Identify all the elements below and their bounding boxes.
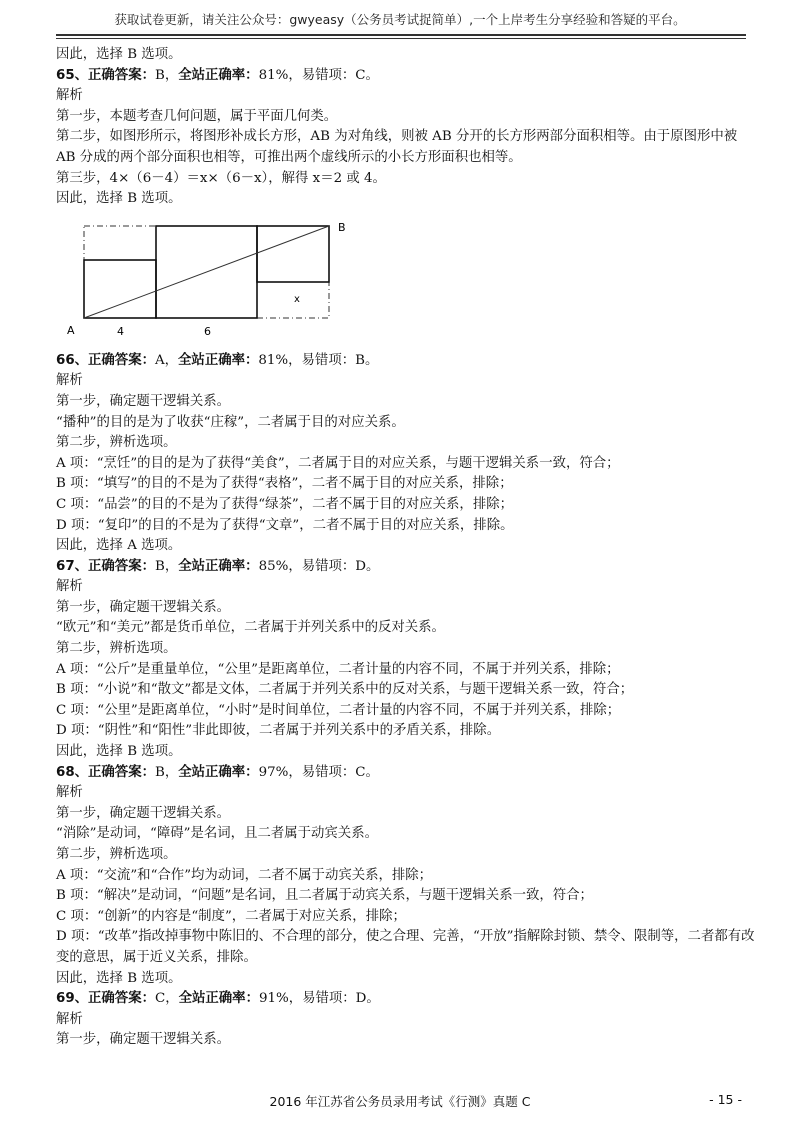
text-line: 第二步，辨析选项。 [56,847,177,862]
question-number: 67、 [56,558,89,574]
question-69-header [56,989,756,1010]
text-line: “消除”是动词，“障碍”是名词，且二者属于动宾关系。 [56,826,378,842]
answer-value: B， [154,558,179,574]
label-x: x [294,293,300,305]
question-67-header [56,557,756,578]
rate-value: 81%，易错项：B。 [258,352,379,368]
text-line: A 项：“公斤”是重量单位，“公里”是距离单位，二者计量的内容不同，不属于并列关系，排除； [56,661,620,677]
answer-label: 正确答案： [88,67,155,83]
text-line: D 项：“改革”指改掉事物中陈旧的、不合理的部分，使之合理、完善，“开放”指解除封锁、禁令、限制等，二者都有改变的意思，属于近义关系，排除。 [56,929,755,965]
answer-label: 正确答案： [88,352,155,368]
text-line: 因此，选择 B 选项。 [56,47,182,62]
label-4: 4 [117,324,124,338]
question-number: 68、 [56,764,89,780]
text-line: 第二步，辨析选项。 [56,435,177,451]
text-line: A 项：“烹饪”的目的是为了获得“美食”，二者属于目的对应关系，与题干逻辑关系一致，符合； [56,455,620,471]
text-line: 第二步，辨析选项。 [56,641,177,657]
text-line: 第三步，4×（6－4）＝x×（6－x），解得 x＝2 或 4。 [56,170,386,186]
question-65-header [56,66,756,87]
text-line: 因此，选择 A 选项。 [56,538,182,554]
question-68-header [56,763,756,784]
rectangle-diagram [64,218,364,343]
rate-value: 85%，易错项：D。 [258,558,380,574]
rate-label: 全站正确率： [178,67,259,83]
rate-value: 97%，易错项：C。 [258,764,379,780]
page-footer [0,1092,800,1112]
right-rectangle [257,226,329,282]
text-line: 解析 [56,373,83,389]
text-line: 第一步，确定题干逻辑关系。 [56,1032,231,1048]
text-line: 第一步，确定题干逻辑关系。 [56,393,231,409]
text-line: D 项：“阴性”和“阳性”非此即彼，二者属于并列关系中的矛盾关系，排除。 [56,723,501,739]
label-a: A [67,323,75,337]
answer-value: B， [154,764,179,780]
label-6: 6 [204,324,211,338]
text-line: C 项：“品尝”的目的不是为了获得“绿茶”，二者不属于目的对应关系，排除； [56,496,513,512]
text-line: 解析 [56,579,83,595]
text-line: “播种”的目的是为了收获“庄稼”，二者属于目的对应关系。 [56,414,405,430]
text-line: 因此，选择 B 选项。 [56,970,182,986]
text-line: D 项：“复印”的目的不是为了获得“文章”，二者不属于目的对应关系，排除。 [56,517,514,533]
question-number: 66、 [56,352,89,368]
question-number: 65、 [56,67,89,83]
answer-label: 正确答案： [88,558,155,574]
text-line: “欧元”和“美元”都是货币单位，二者属于并列关系中的反对关系。 [56,620,445,636]
question-66-header [56,351,756,372]
answer-value: A， [154,352,179,368]
page-header: 获取试卷更新，请关注公众号：gwyeasy（公务员考试捉简单）,一个上岸考生分享经验和答疑的平台。 [114,12,686,27]
answer-value: B， [154,67,179,83]
header-rule-thin [56,38,746,39]
label-b: B [338,220,346,234]
text-line: C 项：“创新”的内容是“制度”，二者属于对应关系，排除； [56,908,406,924]
text-line: C 项：“公里”是距离单位，“小时”是时间单位，二者计量的内容不同，不属于并列关系，排除； [56,702,621,718]
rate-label: 全站正确率： [178,764,259,780]
answer-label: 正确答案： [88,991,155,1007]
text-line: 第一步，确定题干逻辑关系。 [56,599,231,615]
text-line: 解析 [56,1011,83,1027]
text-line: A 项：“交流”和“合作”均为动词，二者不属于动宾关系，排除； [56,867,433,883]
rate-value: 81%，易错项：C。 [258,67,379,83]
text-line: 因此，选择 B 选项。 [56,744,182,760]
footer-title: 2016 年江苏省公务员录用考试《行测》真题 C [269,1094,531,1109]
rate-label: 全站正确率： [178,352,259,368]
question-number: 69、 [56,991,89,1007]
text-line: 第二步，如图形所示，将图形补成长方形，AB 为对角线，则被 AB 分开的长方形两部分面积相等。由于原图形中被 AB 分成的两个部分面积也相等，可推出两个虚线所示的小长方形面积也相等。 [56,129,738,165]
diagonal-ab [84,226,329,318]
header-rule [56,34,746,36]
text-line: 解析 [56,88,83,104]
answer-value: C， [154,991,179,1007]
page-number: - 15 - [709,1092,742,1107]
answer-label: 正确答案： [88,764,155,780]
text-line: 因此，选择 B 选项。 [56,191,182,207]
geometry-figure [64,218,364,343]
text-line: 解析 [56,785,83,801]
text-line: B 项：“填写”的目的不是为了获得“表格”，二者不属于目的对应关系，排除； [56,476,513,492]
rate-label: 全站正确率： [178,991,259,1007]
rate-value: 91%，易错项：D。 [258,991,380,1007]
left-rectangle [84,260,156,318]
text-line: B 项：“解决”是动词，“问题”是名词，且二者属于动宾关系，与题干逻辑关系一致，符合； [56,888,593,904]
text-line: 第一步，本题考查几何问题，属于平面几何类。 [56,108,338,124]
text-line: 第一步，确定题干逻辑关系。 [56,805,231,821]
text-line: B 项：“小说”和“散文”都是文体，二者属于并列关系中的反对关系，与题干逻辑关系一致，符合； [56,682,634,698]
document-body [56,45,756,1051]
rate-label: 全站正确率： [178,558,259,574]
